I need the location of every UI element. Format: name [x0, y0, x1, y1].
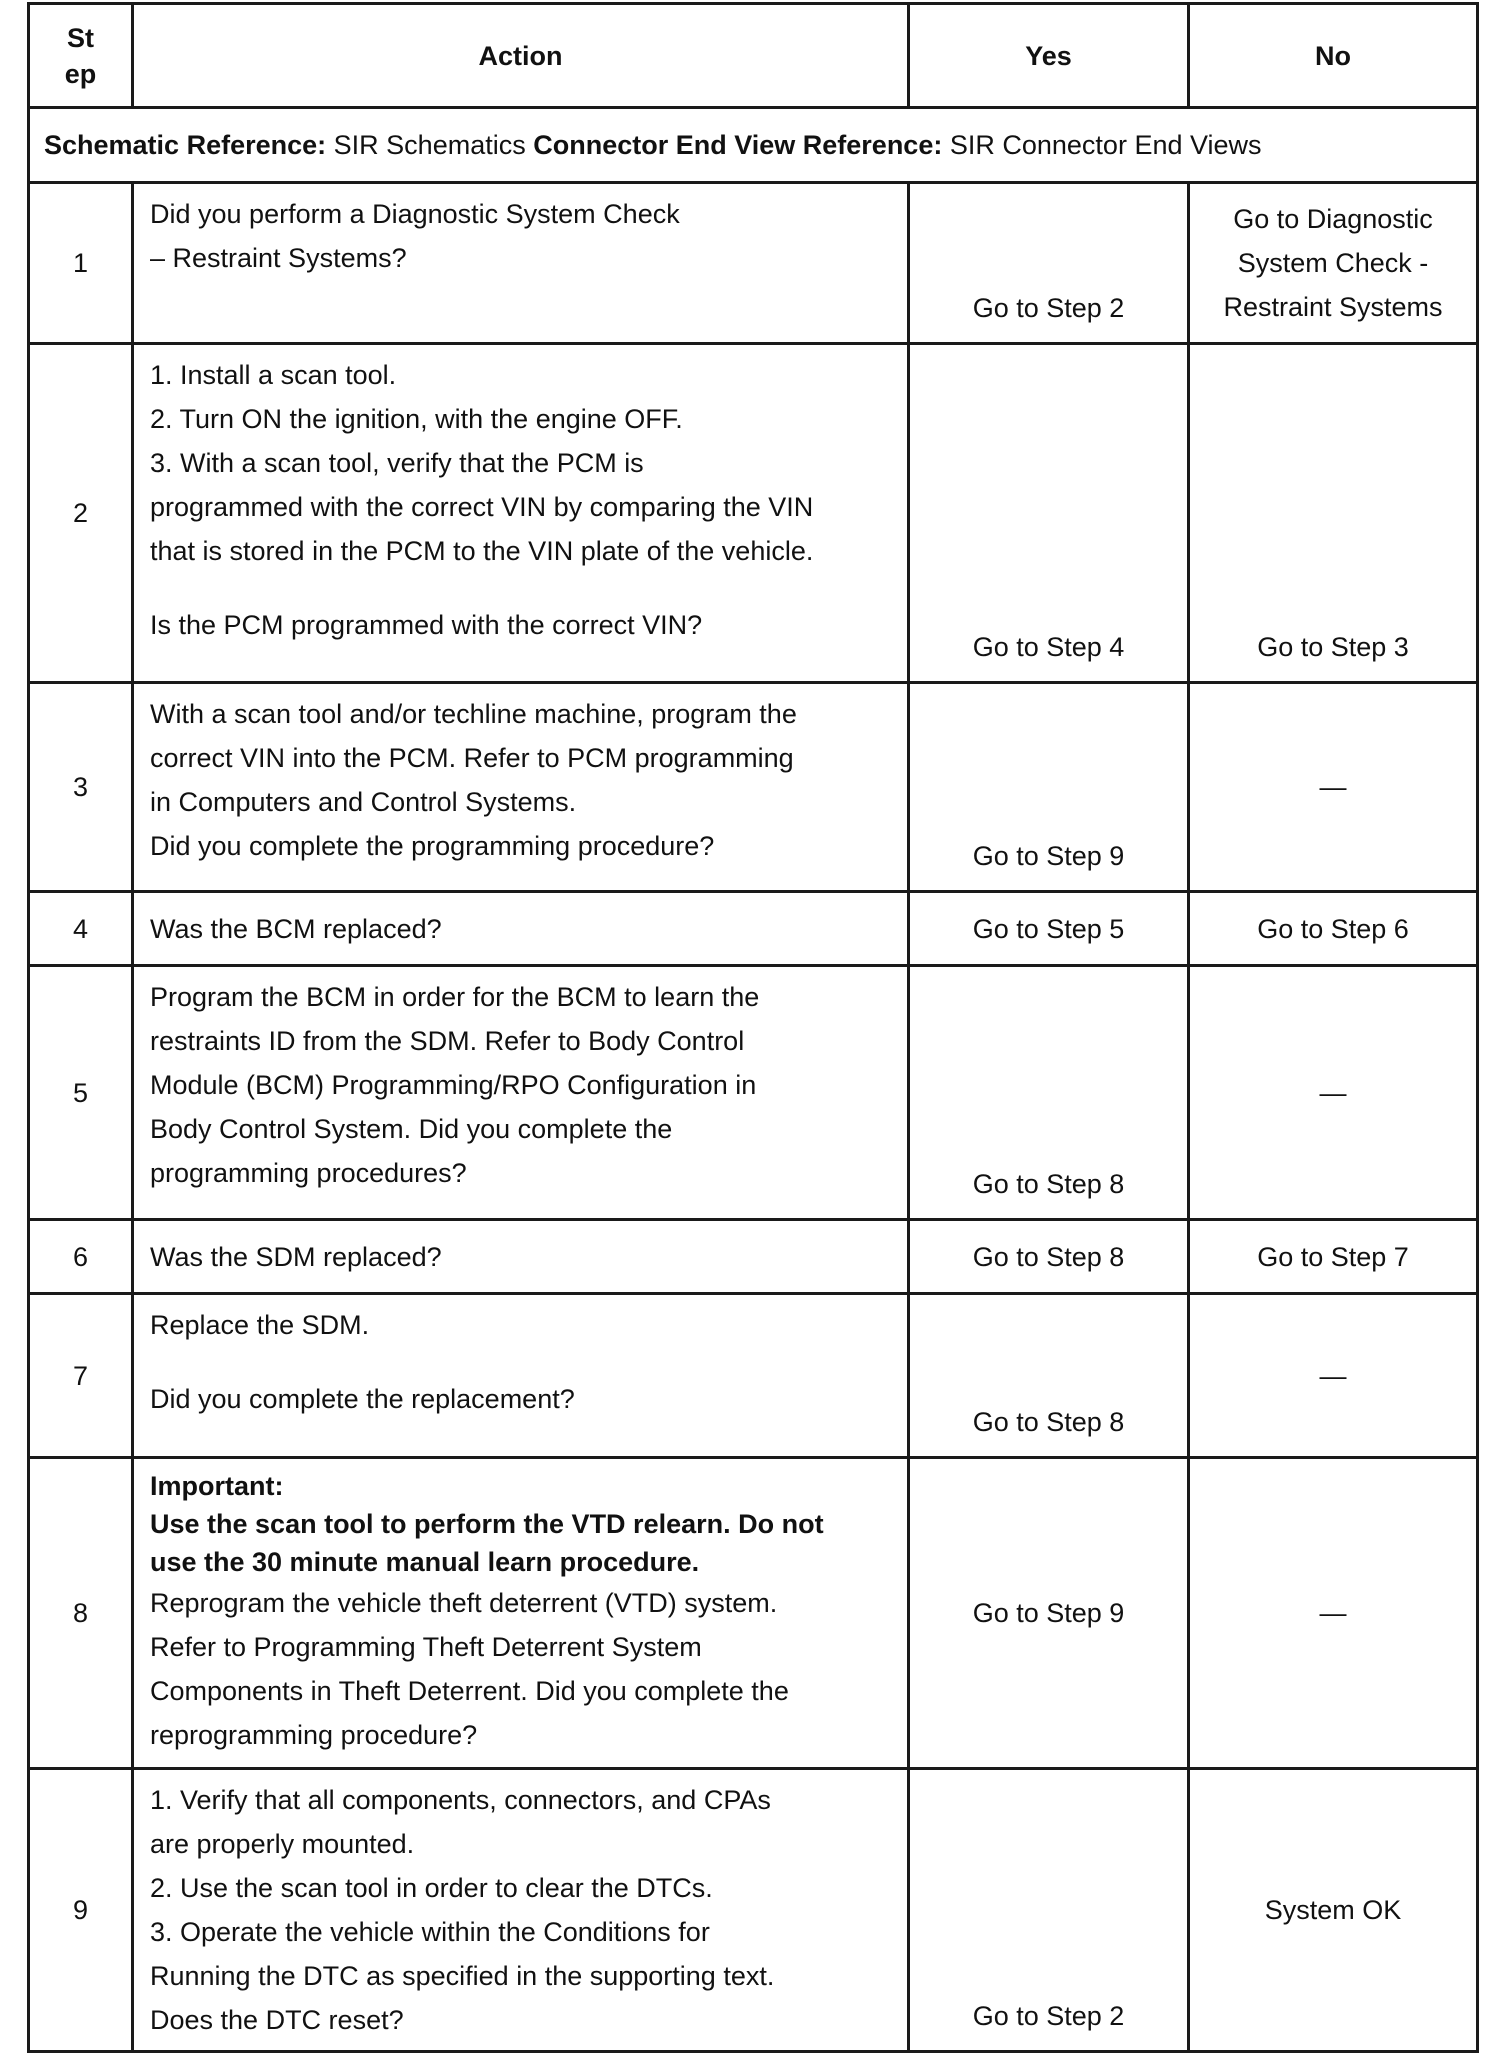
- action-line: Was the BCM replaced?: [150, 913, 442, 944]
- step-number: 1: [29, 183, 133, 344]
- action-line: Module (BCM) Programming/RPO Configuration in: [150, 1070, 757, 1100]
- step-action: [133, 1769, 909, 2052]
- no-action: Go to Step 3: [1189, 344, 1478, 683]
- reference-row: [29, 108, 1478, 183]
- yes-action: Go to Step 9: [909, 1458, 1189, 1769]
- step-number: 2: [29, 344, 133, 683]
- action-line: are properly mounted.: [150, 1829, 415, 1859]
- action-line: Program the BCM in order for the BCM to learn the: [150, 982, 760, 1012]
- spacer: [150, 1347, 897, 1377]
- header-no: No: [1189, 4, 1478, 108]
- action-question: Is the PCM programmed with the correct VIN?: [150, 610, 703, 640]
- step-action: [133, 344, 909, 683]
- action-line: With a scan tool and/or techline machine, program the: [150, 699, 797, 729]
- action-line: in Computers and Control Systems.: [150, 787, 577, 817]
- schematic-reference-label: Schematic Reference:: [44, 130, 327, 160]
- step-action: [133, 1220, 909, 1294]
- step-action: [133, 966, 909, 1220]
- action-line: 3. With a scan tool, verify that the PCM is: [150, 448, 644, 478]
- step-number: 8: [29, 1458, 133, 1769]
- table-row: [29, 1769, 1478, 2052]
- schematic-reference-value: SIR Schematics: [333, 130, 526, 160]
- yes-action: Go to Step 4: [909, 344, 1189, 683]
- action-line: correct VIN into the PCM. Refer to PCM programming: [150, 743, 794, 773]
- table-row: [29, 1458, 1478, 1769]
- action-line: Did you complete the programming procedure?: [150, 831, 715, 861]
- action-line: Did you perform a Diagnostic System Check: [150, 199, 680, 229]
- no-action: Go to Step 7: [1189, 1220, 1478, 1294]
- action-line: Body Control System. Did you complete the: [150, 1114, 673, 1144]
- action-line: Reprogram the vehicle theft deterrent (VTD) system.: [150, 1588, 778, 1618]
- action-line: 1. Verify that all components, connectors, and CPAs: [150, 1785, 771, 1815]
- action-line: programming procedures?: [150, 1158, 467, 1188]
- action-line: 2. Turn ON the ignition, with the engine OFF.: [150, 404, 683, 434]
- diagnostic-table: [27, 2, 1479, 2053]
- no-action: —: [1189, 683, 1478, 892]
- table-row: [29, 1220, 1478, 1294]
- step-action: [133, 183, 909, 344]
- step-number: 7: [29, 1294, 133, 1458]
- table-row: [29, 966, 1478, 1220]
- action-line: restraints ID from the SDM. Refer to Body Control: [150, 1026, 745, 1056]
- action-line: 3. Operate the vehicle within the Conditions for: [150, 1917, 710, 1947]
- header-yes: Yes: [909, 4, 1189, 108]
- table-row: [29, 1294, 1478, 1458]
- no-action: [1189, 183, 1478, 344]
- step-action: [133, 1294, 909, 1458]
- step-number: 6: [29, 1220, 133, 1294]
- no-action-line: Restraint Systems: [1223, 292, 1443, 322]
- yes-action: Go to Step 8: [909, 1220, 1189, 1294]
- yes-action: Go to Step 8: [909, 966, 1189, 1220]
- connector-reference-value: SIR Connector End Views: [949, 130, 1262, 160]
- no-action-line: Go to Diagnostic: [1233, 204, 1433, 234]
- table-row: [29, 183, 1478, 344]
- action-line: Replace the SDM.: [150, 1310, 370, 1340]
- yes-action: Go to Step 8: [909, 1294, 1189, 1458]
- step-number: 4: [29, 892, 133, 966]
- step-number: 9: [29, 1769, 133, 2052]
- yes-action: Go to Step 9: [909, 683, 1189, 892]
- action-line: Does the DTC reset?: [150, 2005, 404, 2035]
- steps-body: [29, 183, 1478, 2052]
- action-line: Refer to Programming Theft Deterrent System: [150, 1632, 702, 1662]
- table-row: [29, 892, 1478, 966]
- header-row: [29, 4, 1478, 108]
- no-action-line: System Check -: [1237, 248, 1429, 278]
- action-question: Did you complete the replacement?: [150, 1384, 575, 1414]
- important-text: Use the scan tool to perform the VTD relearn. Do not: [150, 1509, 824, 1539]
- action-line: that is stored in the PCM to the VIN plate of the vehicle.: [150, 536, 814, 566]
- action-line: 1. Install a scan tool.: [150, 360, 397, 390]
- table-row: [29, 683, 1478, 892]
- step-action: [133, 1458, 909, 1769]
- no-action: —: [1189, 1458, 1478, 1769]
- yes-action: Go to Step 5: [909, 892, 1189, 966]
- step-action: [133, 892, 909, 966]
- header-step: St ep: [29, 4, 133, 108]
- no-action: —: [1189, 966, 1478, 1220]
- step-action: [133, 683, 909, 892]
- table-row: [29, 344, 1478, 683]
- no-action: System OK: [1189, 1769, 1478, 2052]
- no-action: —: [1189, 1294, 1478, 1458]
- connector-reference-label: Connector End View Reference:: [533, 130, 943, 160]
- important-label: Important:: [150, 1471, 284, 1501]
- step-number: 3: [29, 683, 133, 892]
- action-line: – Restraint Systems?: [150, 243, 407, 273]
- reference-cell: [29, 108, 1478, 183]
- action-line: Components in Theft Deterrent. Did you complete the: [150, 1676, 789, 1706]
- action-line: Was the SDM replaced?: [150, 1241, 442, 1272]
- action-line: Running the DTC as specified in the supporting text.: [150, 1961, 775, 1991]
- action-line: 2. Use the scan tool in order to clear the DTCs.: [150, 1873, 713, 1903]
- action-line: programmed with the correct VIN by comparing the VIN: [150, 492, 814, 522]
- yes-action: Go to Step 2: [909, 1769, 1189, 2052]
- yes-action: Go to Step 2: [909, 183, 1189, 344]
- action-line: reprogramming procedure?: [150, 1720, 478, 1750]
- spacer: [150, 573, 897, 603]
- header-action: Action: [133, 4, 909, 108]
- important-text: use the 30 minute manual learn procedure.: [150, 1547, 700, 1577]
- step-number: 5: [29, 966, 133, 1220]
- no-action: Go to Step 6: [1189, 892, 1478, 966]
